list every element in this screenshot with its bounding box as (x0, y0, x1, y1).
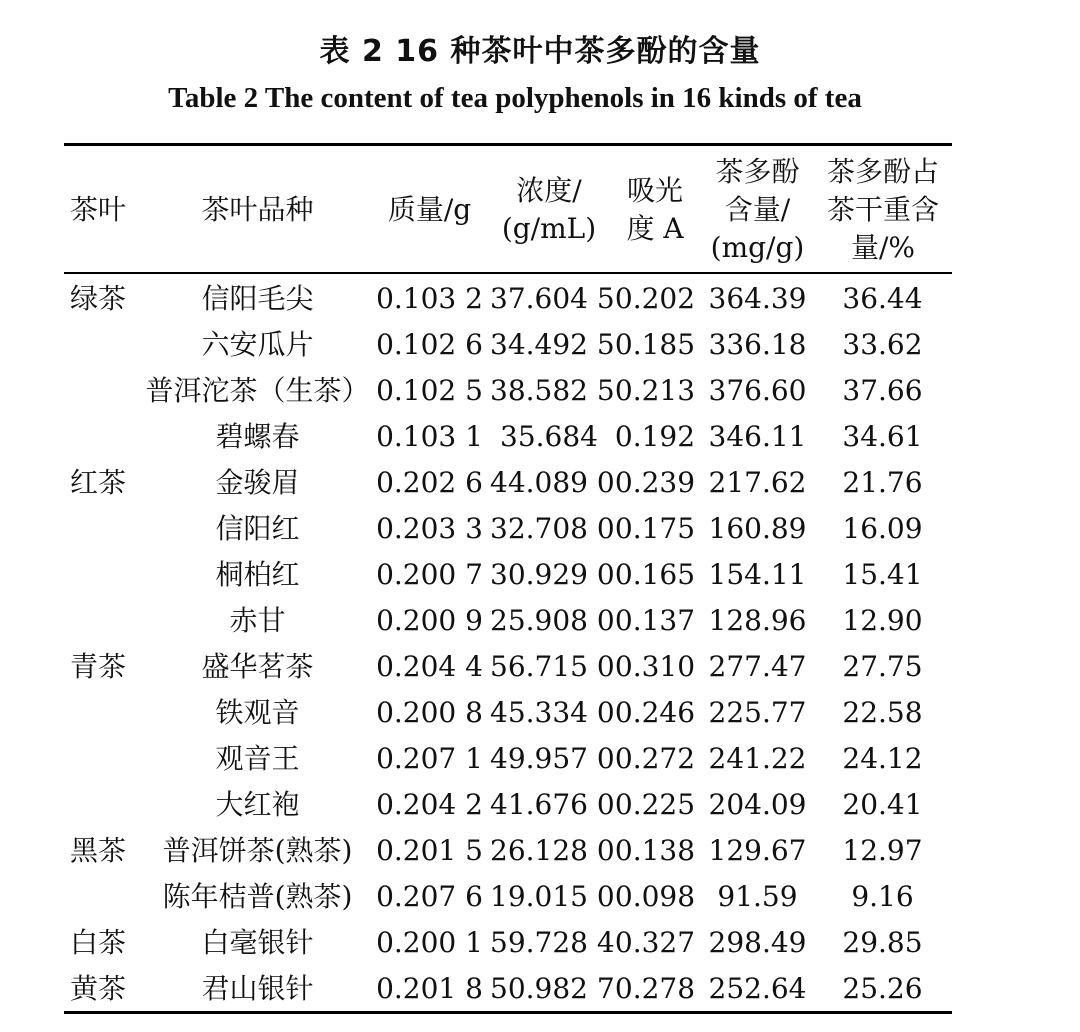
cell-polyphenol-percent: 12.97 (842, 834, 923, 867)
table-bottom-rule (64, 1011, 952, 1014)
cell-mass: 0.200 8 (376, 696, 483, 729)
cell-variety: 信阳红 (215, 512, 300, 545)
cell-polyphenol-percent: 37.66 (842, 374, 923, 407)
cell-tea-type: 黄茶 (70, 972, 127, 1005)
cell-variety: 碧螺春 (215, 420, 300, 453)
cell-absorbance: 0.225 (614, 788, 696, 821)
cell-mass: 0.207 1 (376, 742, 483, 775)
cell-absorbance: 0.272 (614, 742, 696, 775)
cell-polyphenol-percent: 27.75 (842, 650, 923, 683)
cell-mass: 0.204 4 (376, 650, 483, 683)
cell-polyphenol-content: 346.11 (708, 420, 807, 453)
cell-polyphenol-content: 91.59 (717, 880, 798, 913)
cell-concentration: 34.492 5 (490, 328, 615, 361)
header-absorbance (612, 150, 698, 270)
cell-polyphenol-content: 129.67 (708, 834, 807, 867)
table-row (0, 598, 1080, 644)
header-absorbance-line2: 度 A (626, 212, 684, 245)
header-polyphenol-content-line2: 含量/ (724, 193, 791, 226)
header-polyphenol-percent-line1: 茶多酚占 (826, 155, 939, 188)
cell-polyphenol-percent: 20.41 (842, 788, 923, 821)
cell-mass: 0.203 3 (376, 512, 483, 545)
cell-variety: 铁观音 (215, 696, 300, 729)
cell-polyphenol-content: 252.64 (708, 972, 807, 1005)
cell-absorbance: 0.278 (614, 972, 696, 1005)
header-mass-label: 质量/g (387, 193, 472, 226)
cell-mass: 0.200 7 (376, 558, 483, 591)
cell-variety: 白毫银针 (201, 926, 314, 959)
header-variety-label: 茶叶品种 (201, 193, 314, 226)
table-row (0, 506, 1080, 552)
cell-mass: 0.103 2 (376, 282, 483, 315)
cell-polyphenol-percent: 25.26 (842, 972, 923, 1005)
cell-variety: 君山银针 (201, 972, 314, 1005)
cell-variety: 普洱沱茶（生茶） (145, 374, 370, 407)
table-row (0, 644, 1080, 690)
header-polyphenol-percent-line3: 量/% (850, 231, 916, 264)
cell-absorbance: 0.202 (614, 282, 696, 315)
table-row (0, 552, 1080, 598)
cell-concentration: 41.676 0 (490, 788, 615, 821)
table-row (0, 736, 1080, 782)
cell-polyphenol-content: 277.47 (708, 650, 807, 683)
cell-polyphenol-percent: 36.44 (842, 282, 923, 315)
cell-concentration: 49.957 0 (490, 742, 615, 775)
cell-tea-type: 绿茶 (70, 282, 127, 315)
cell-tea-type: 黑茶 (70, 834, 127, 867)
cell-polyphenol-percent: 9.16 (851, 880, 914, 913)
table-row (0, 322, 1080, 368)
cell-absorbance: 0.213 (614, 374, 696, 407)
cell-polyphenol-percent: 24.12 (842, 742, 923, 775)
cell-concentration: 25.908 0 (490, 604, 615, 637)
cell-mass: 0.202 6 (376, 466, 483, 499)
cell-variety: 盛华茗茶 (201, 650, 314, 683)
header-absorbance-line1: 吸光 (626, 174, 683, 207)
header-polyphenol-content-line3: (mg/g) (710, 231, 805, 264)
header-concentration-line1: 浓度/ (516, 174, 582, 207)
cell-variety: 陈年桔普(熟茶) (162, 880, 353, 913)
cell-tea-type: 青茶 (70, 650, 127, 683)
table-body (0, 276, 1080, 1012)
header-polyphenol-percent (818, 150, 948, 270)
cell-polyphenol-percent: 12.90 (842, 604, 923, 637)
cell-mass: 0.103 1 (376, 420, 483, 453)
cell-polyphenol-percent: 21.76 (842, 466, 923, 499)
cell-absorbance: 0.327 (614, 926, 696, 959)
cell-polyphenol-percent: 33.62 (842, 328, 923, 361)
cell-polyphenol-content: 364.39 (708, 282, 807, 315)
cell-polyphenol-content: 241.22 (708, 742, 807, 775)
cell-variety: 信阳毛尖 (201, 282, 314, 315)
table-top-rule (64, 143, 952, 146)
table-row (0, 828, 1080, 874)
cell-concentration: 59.728 4 (490, 926, 615, 959)
cell-polyphenol-content: 336.18 (708, 328, 807, 361)
cell-polyphenol-content: 298.49 (708, 926, 807, 959)
header-tea-type-label: 茶叶 (70, 193, 127, 226)
cell-tea-type: 红茶 (70, 466, 127, 499)
table-row (0, 966, 1080, 1012)
cell-mass: 0.207 6 (376, 880, 483, 913)
table-row (0, 368, 1080, 414)
cell-variety: 普洱饼茶(熟茶) (162, 834, 353, 867)
table-title-english: Table 2 The content of tea polyphenols in 16 kinds of tea (168, 82, 862, 114)
cell-absorbance: 0.246 (614, 696, 696, 729)
cell-concentration: 19.015 0 (490, 880, 615, 913)
header-mass (372, 150, 487, 270)
cell-variety: 大红袍 (215, 788, 300, 821)
cell-concentration: 44.089 0 (490, 466, 615, 499)
table-header-rule (64, 272, 952, 274)
cell-absorbance: 0.185 (614, 328, 696, 361)
cell-concentration: 32.708 0 (490, 512, 615, 545)
header-polyphenol-percent-line2: 茶干重含 (826, 193, 939, 226)
cell-polyphenol-percent: 16.09 (842, 512, 923, 545)
cell-polyphenol-content: 225.77 (708, 696, 807, 729)
cell-absorbance: 0.098 (614, 880, 696, 913)
cell-concentration: 35.684 (500, 420, 598, 453)
table-row (0, 460, 1080, 506)
cell-mass: 0.200 1 (376, 926, 483, 959)
cell-polyphenol-content: 160.89 (708, 512, 807, 545)
cell-absorbance: 0.192 (614, 420, 696, 453)
cell-mass: 0.201 5 (376, 834, 483, 867)
table-row (0, 874, 1080, 920)
cell-polyphenol-content: 128.96 (708, 604, 807, 637)
cell-variety: 金骏眉 (215, 466, 300, 499)
table-row (0, 920, 1080, 966)
cell-polyphenol-content: 154.11 (708, 558, 807, 591)
cell-variety: 赤甘 (229, 604, 286, 637)
cell-absorbance: 0.239 (614, 466, 696, 499)
cell-polyphenol-content: 217.62 (708, 466, 807, 499)
table-title-chinese: 表 2 16 种茶叶中茶多酚的含量 (319, 34, 761, 69)
cell-variety: 六安瓜片 (201, 328, 314, 361)
header-concentration-line2: (g/mL) (501, 212, 597, 245)
header-polyphenol-content (700, 150, 815, 270)
cell-concentration: 38.582 5 (490, 374, 615, 407)
table-row (0, 276, 1080, 322)
cell-mass: 0.102 5 (376, 374, 483, 407)
cell-absorbance: 0.175 (614, 512, 696, 545)
cell-tea-type: 白茶 (70, 926, 127, 959)
cell-absorbance: 0.138 (614, 834, 696, 867)
cell-concentration: 45.334 0 (490, 696, 615, 729)
cell-absorbance: 0.310 (614, 650, 696, 683)
cell-polyphenol-percent: 22.58 (842, 696, 923, 729)
cell-concentration: 56.715 0 (490, 650, 615, 683)
cell-polyphenol-content: 376.60 (708, 374, 807, 407)
cell-mass: 0.201 8 (376, 972, 483, 1005)
header-variety (145, 150, 370, 270)
cell-concentration: 30.929 0 (490, 558, 615, 591)
cell-absorbance: 0.165 (614, 558, 696, 591)
header-tea-type (70, 150, 140, 270)
cell-variety: 观音王 (215, 742, 300, 775)
cell-concentration: 37.604 5 (490, 282, 615, 315)
cell-mass: 0.200 9 (376, 604, 483, 637)
cell-mass: 0.102 6 (376, 328, 483, 361)
cell-concentration: 50.982 7 (490, 972, 615, 1005)
cell-absorbance: 0.137 (614, 604, 696, 637)
cell-polyphenol-percent: 34.61 (842, 420, 923, 453)
cell-polyphenol-content: 204.09 (708, 788, 807, 821)
table-row (0, 690, 1080, 736)
cell-polyphenol-percent: 15.41 (842, 558, 923, 591)
cell-concentration: 26.128 0 (490, 834, 615, 867)
header-polyphenol-content-line1: 茶多酚 (715, 155, 800, 188)
header-concentration (490, 150, 608, 270)
cell-mass: 0.204 2 (376, 788, 483, 821)
table-row (0, 782, 1080, 828)
table-row (0, 414, 1080, 460)
cell-variety: 桐柏红 (215, 558, 300, 591)
cell-polyphenol-percent: 29.85 (842, 926, 923, 959)
